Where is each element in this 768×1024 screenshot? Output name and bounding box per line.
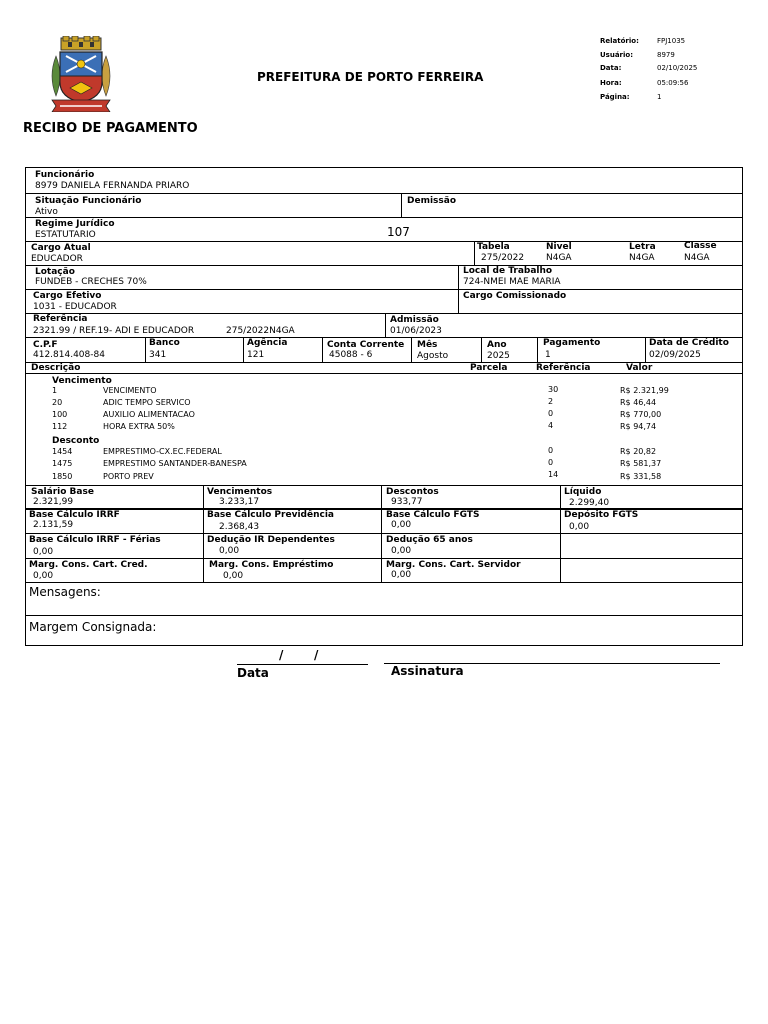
local-trabalho-value: 724-NMEI MAE MARIA [463, 277, 561, 287]
admissao-value: 01/06/2023 [390, 326, 442, 336]
item-ref: 2 [548, 397, 554, 406]
deposito-fgts-label: Depósito FGTS [564, 510, 639, 520]
lotacao-label: Lotação [35, 267, 75, 277]
salario-base-value: 2.321,99 [33, 497, 74, 507]
desconto-section-title: Desconto [52, 436, 100, 446]
item-ref: 0 [548, 458, 554, 467]
item-desc: ADIC TEMPO SERVICO [103, 398, 191, 407]
base-previdencia-value: 2.368,43 [219, 522, 260, 532]
meta-label: Relatório: [600, 37, 639, 45]
deducao-dependentes-label: Dedução IR Dependentes [207, 535, 335, 545]
item-code: 20 [52, 398, 63, 407]
meta-value: 02/10/2025 [657, 64, 698, 72]
regime-code: 107 [387, 225, 410, 239]
margem-consignada-label: Margem Consignada: [29, 620, 157, 634]
referencia-label: Referência [33, 314, 88, 324]
funcionario-value: 8979 DANIELA FERNANDA PRIARO [35, 181, 190, 191]
item-valor: R$ 581,37 [620, 459, 662, 468]
vencimento-section-title: Vencimento [52, 376, 112, 386]
base-irrf-value: 2.131,59 [33, 520, 74, 530]
base-irrf-ferias-label: Base Cálculo IRRF - Férias [29, 535, 161, 545]
lotacao-value: FUNDEB - CRECHES 70% [35, 277, 147, 287]
cargo-atual-label: Cargo Atual [31, 243, 91, 253]
marg-cart-servidor-label: Marg. Cons. Cart. Servidor [386, 560, 521, 570]
item-code: 1850 [52, 472, 73, 481]
date-line [237, 664, 368, 665]
item-desc: PORTO PREV [103, 472, 154, 481]
regime-label: Regime Jurídico [35, 219, 115, 229]
meta-value: 1 [657, 93, 662, 101]
document-title: RECIBO DE PAGAMENTO [23, 121, 198, 136]
item-valor: R$ 46,44 [620, 398, 657, 407]
agencia-label: Agência [247, 338, 288, 348]
item-code: 1475 [52, 459, 73, 468]
marg-cart-cred-label: Marg. Cons. Cart. Cred. [29, 560, 148, 570]
deducao-65-value: 0,00 [391, 546, 412, 556]
conta-value: 45088 - 6 [329, 350, 373, 360]
item-ref: 4 [548, 421, 554, 430]
vencimentos-label: Vencimentos [207, 487, 273, 497]
cargo-efetivo-label: Cargo Efetivo [33, 291, 102, 301]
date-slash: / [314, 648, 319, 662]
item-ref: 0 [548, 409, 554, 418]
referencia-code: 275/2022N4GA [226, 326, 295, 336]
pagamento-label: Pagamento [543, 338, 601, 348]
marg-emprestimo-label: Marg. Cons. Empréstimo [209, 560, 334, 570]
deducao-65-label: Dedução 65 anos [386, 535, 473, 545]
col-referencia: Referência [536, 363, 591, 373]
nivel-value: N4GA [546, 253, 572, 263]
situacao-label: Situação Funcionário [35, 196, 142, 206]
item-code: 112 [52, 422, 68, 431]
mes-value: Agosto [417, 351, 449, 361]
classe-label: Classe [684, 241, 717, 251]
item-code: 100 [52, 410, 68, 419]
mensagens-label: Mensagens: [29, 585, 101, 599]
referencia-value: 2321.99 / REF.19- ADI E EDUCADOR [33, 326, 195, 336]
nivel-label: Nivel [546, 242, 572, 252]
cargo-efetivo-value: 1031 - EDUCADOR [33, 302, 117, 312]
date-label: Data [237, 666, 269, 680]
demissao-label: Demissão [407, 196, 457, 206]
marg-cart-servidor-value: 0,00 [391, 570, 412, 580]
tabela-value: 275/2022 [481, 253, 525, 263]
col-valor: Valor [626, 363, 653, 373]
banco-value: 341 [149, 350, 167, 360]
funcionario-label: Funcionário [35, 170, 95, 180]
ano-value: 2025 [487, 351, 510, 361]
letra-value: N4GA [629, 253, 655, 263]
base-previdencia-label: Base Cálculo Previdência [207, 510, 334, 520]
item-valor: R$ 770,00 [620, 410, 662, 419]
ano-label: Ano [487, 340, 507, 350]
cpf-value: 412.814.408-84 [33, 350, 105, 360]
cargo-atual-value: EDUCADOR [31, 254, 83, 264]
item-desc: AUXILIO ALIMENTACAO [103, 410, 195, 419]
conta-label: Conta Corrente [327, 340, 405, 350]
col-descricao: Descrição [31, 363, 81, 373]
date-slash: / [279, 648, 284, 662]
meta-value: 05:09:56 [657, 79, 689, 87]
meta-label: Data: [600, 64, 622, 72]
item-valor: R$ 94,74 [620, 422, 657, 431]
item-desc: EMPRESTIMO-CX.EC.FEDERAL [103, 447, 222, 456]
base-irrf-label: Base Cálculo IRRF [29, 510, 120, 520]
signature-label: Assinatura [391, 664, 464, 678]
descontos-label: Descontos [386, 487, 439, 497]
city-hall-name: PREFEITURA DE PORTO FERREIRA [257, 70, 484, 84]
col-parcela: Parcela [470, 363, 508, 373]
regime-value: ESTATUTARIO [35, 230, 96, 240]
base-fgts-label: Base Cálculo FGTS [386, 510, 480, 520]
item-desc: HORA EXTRA 50% [103, 422, 175, 431]
meta-value: FPJ1035 [657, 37, 686, 45]
liquido-label: Líquido [564, 487, 602, 497]
deposito-fgts-value: 0,00 [569, 522, 590, 532]
marg-cart-cred-value: 0,00 [33, 571, 54, 581]
item-code: 1 [52, 386, 58, 395]
meta-label: Página: [600, 93, 630, 101]
coat-of-arms-logo [48, 36, 114, 112]
base-fgts-value: 0,00 [391, 520, 412, 530]
cargo-comissionado-label: Cargo Comissionado [463, 291, 567, 301]
deducao-dependentes-value: 0,00 [219, 546, 240, 556]
situacao-value: Ativo [35, 207, 58, 217]
item-ref: 0 [548, 446, 554, 455]
banco-label: Banco [149, 338, 180, 348]
admissao-label: Admissão [390, 315, 439, 325]
item-valor: R$ 20,82 [620, 447, 657, 456]
local-trabalho-label: Local de Trabalho [463, 266, 553, 276]
letra-label: Letra [629, 242, 656, 252]
data-credito-value: 02/09/2025 [649, 350, 701, 360]
liquido-value: 2.299,40 [569, 498, 610, 508]
item-valor: R$ 331,58 [620, 472, 662, 481]
mes-label: Mês [417, 340, 438, 350]
meta-value: 8979 [657, 51, 675, 59]
cpf-label: C.P.F [33, 340, 58, 350]
item-desc: EMPRESTIMO SANTANDER-BANESPA [103, 459, 247, 468]
item-ref: 30 [548, 385, 559, 394]
agencia-value: 121 [247, 350, 265, 360]
item-valor: R$ 2.321,99 [620, 386, 669, 395]
marg-emprestimo-value: 0,00 [223, 571, 244, 581]
data-credito-label: Data de Crédito [649, 338, 729, 348]
vencimentos-value: 3.233,17 [219, 497, 260, 507]
item-desc: VENCIMENTO [103, 386, 157, 395]
item-ref: 14 [548, 470, 559, 479]
meta-label: Hora: [600, 79, 622, 87]
descontos-value: 933,77 [391, 497, 423, 507]
item-code: 1454 [52, 447, 73, 456]
base-irrf-ferias-value: 0,00 [33, 547, 54, 557]
salario-base-label: Salário Base [31, 487, 94, 497]
tabela-label: Tabela [477, 242, 510, 252]
pagamento-value: 1 [545, 350, 551, 360]
classe-value: N4GA [684, 253, 710, 263]
meta-label: Usuário: [600, 51, 634, 59]
